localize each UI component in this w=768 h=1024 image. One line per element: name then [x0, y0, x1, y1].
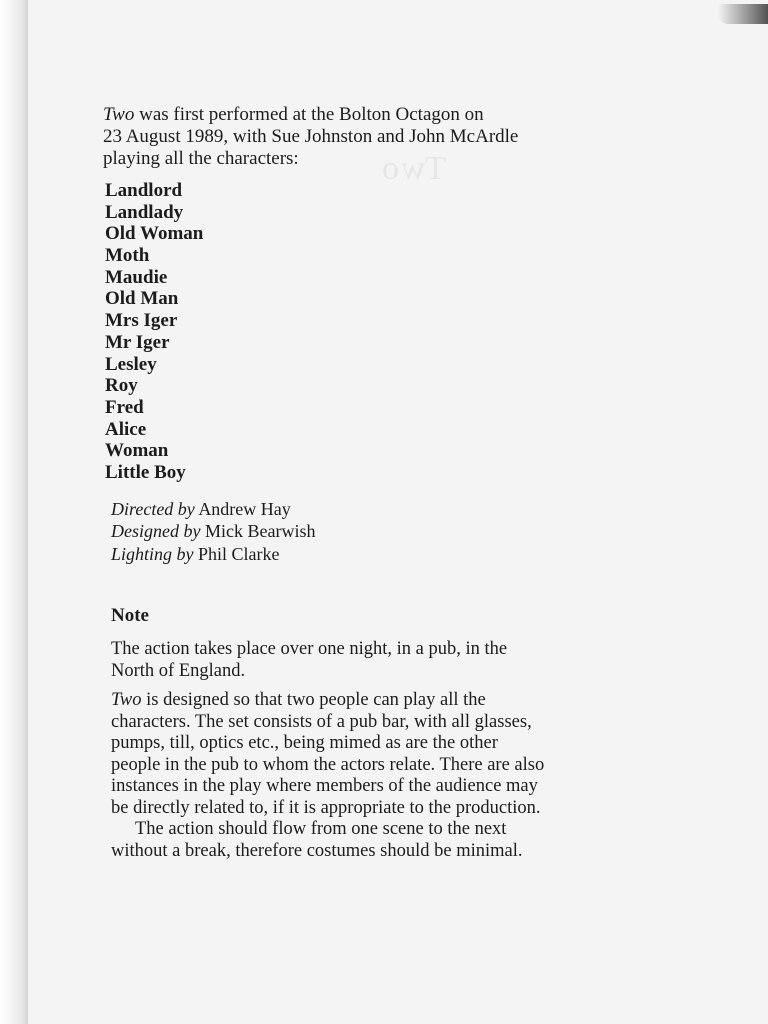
page-content — [103, 104, 703, 862]
note-paragraph-staging — [111, 690, 701, 862]
show-through-title: Two — [380, 150, 446, 187]
note-line: pumps, till, optics etc., being mimed as are the other — [111, 733, 498, 754]
credit-line — [111, 520, 703, 543]
cast-item: Mr Iger — [105, 331, 170, 353]
cast-item: Roy — [105, 375, 138, 397]
cast-item: Maudie — [105, 266, 168, 288]
note-line: people in the pub to whom the actors relate. There are also — [111, 754, 545, 775]
note-heading: Note — [111, 605, 149, 627]
note-line: is designed so that two people can play all the — [146, 690, 486, 711]
note-paragraph-setting — [111, 639, 701, 682]
cast-item: Moth — [105, 245, 150, 267]
credit-name: Mick Bearwish — [204, 521, 316, 542]
intro-line-2: 23 August 1989, with Sue Johnston and John McArdle — [103, 126, 519, 147]
credit-role: Lighting by — [111, 543, 194, 564]
note-line: The action takes place over one night, in a pub, in the — [111, 639, 508, 660]
page-edge-line — [26, 0, 28, 1024]
page-binding-edge — [0, 0, 26, 1024]
note-line: without a break, therefore costumes should be minimal. — [111, 840, 523, 861]
cast-item: Old Woman — [105, 223, 204, 245]
cast-item: Old Man — [105, 288, 179, 310]
note-line: instances in the play where members of the audience may — [111, 776, 538, 797]
note-line: The action should flow from one scene to the next — [135, 819, 507, 840]
credit-line — [111, 498, 703, 521]
credit-name: Andrew Hay — [198, 498, 291, 519]
production-credits — [111, 498, 703, 566]
play-title: Two — [111, 690, 142, 711]
scan-shadow-corner — [718, 4, 768, 24]
cast-item: Little Boy — [105, 461, 186, 483]
cast-item: Landlord — [105, 180, 183, 201]
note-line: characters. The set consists of a pub bar, with all glasses, — [111, 711, 532, 732]
credit-line — [111, 543, 703, 566]
premiere-intro — [103, 104, 663, 170]
note-line: be directly related to, if it is appropriate to the production. — [111, 797, 541, 818]
cast-item: Woman — [105, 440, 169, 462]
cast-item: Mrs Iger — [105, 310, 178, 332]
credit-name: Phil Clarke — [198, 543, 280, 564]
credit-role: Designed by — [111, 521, 201, 542]
cast-list — [103, 180, 703, 484]
cast-item: Fred — [105, 396, 144, 418]
intro-line-3: playing all the characters: — [103, 148, 299, 169]
note-line: North of England. — [111, 660, 246, 681]
intro-line-1: was first performed at the Bolton Octagon on — [139, 104, 484, 125]
cast-item: Landlady — [105, 201, 184, 223]
play-title: Two — [103, 104, 135, 125]
cast-item: Alice — [105, 418, 147, 440]
credit-role: Directed by — [111, 498, 195, 519]
cast-item: Lesley — [105, 353, 157, 375]
